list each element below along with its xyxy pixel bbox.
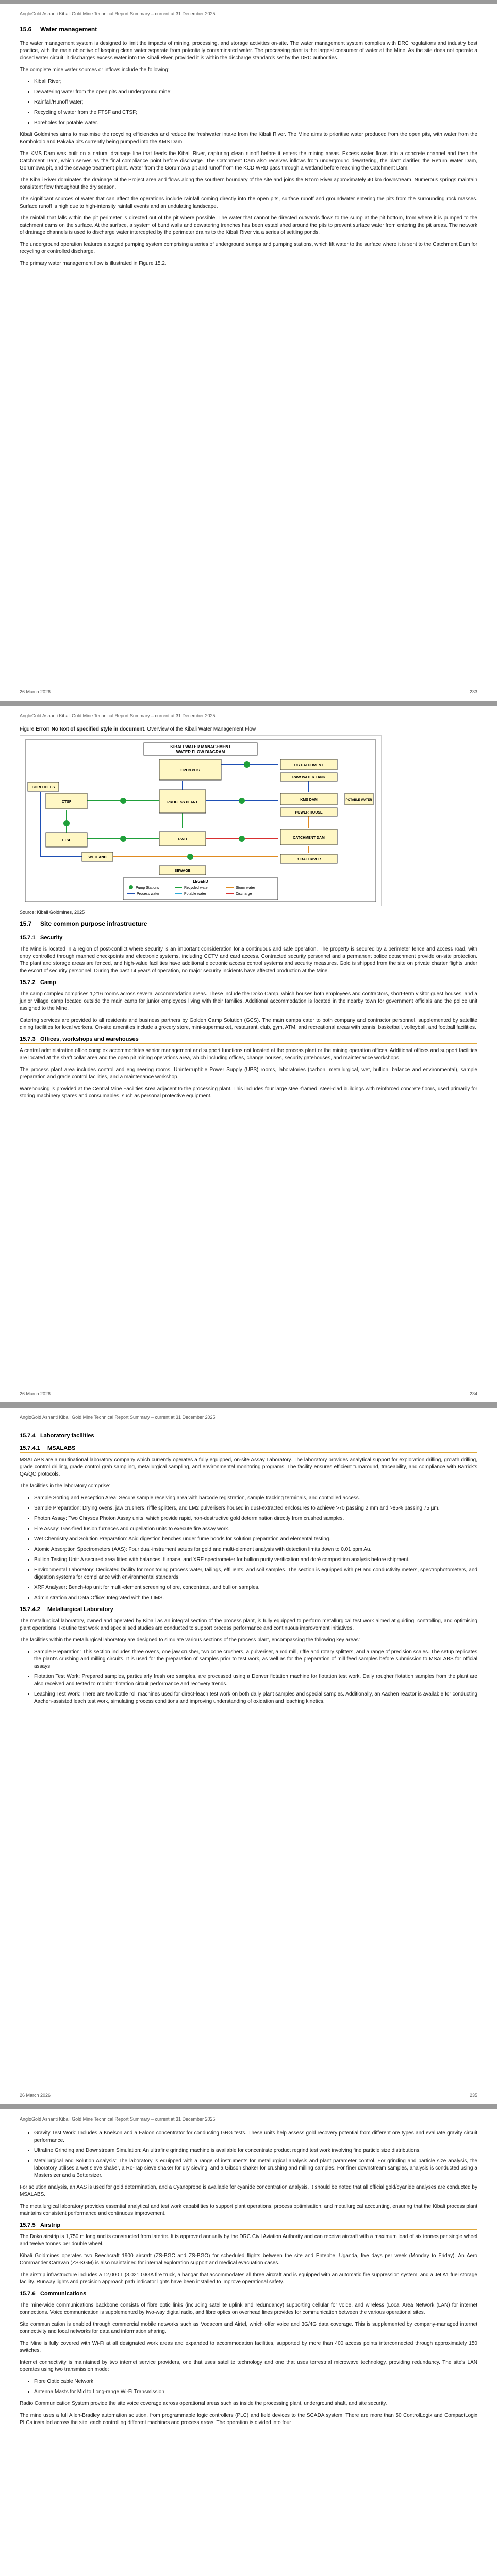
box-open-pits: OPEN PITS — [180, 769, 200, 772]
water-flow-diagram — [20, 735, 382, 906]
page-footer: 26 March 2026 233 — [20, 689, 477, 694]
paragraph: The significant sources of water that can affect the operations include rainfall coming directly into the open pits, surface runoff and groundwater entering the pits from the surrounding rock masses. Surface runoff is high due to high-intensity rainfall events and an undulating landscape. — [20, 196, 477, 209]
paragraph: For solution analysis, an AAS is used for gold determination, and a Cyanoprobe is available for cyanide concentration analysis. It should be noted that all official gold/cyanide analyses are conducted by MSALABS. — [20, 2184, 477, 2197]
paragraph: The Doko airstrip is 1,750 m long and is constructed from laterite. It is approved annually by the DRC Civil Aviation Authority and can receive aircraft with a maximum load of six tonnes per single wheel and twelve tonnes per double wheel. — [20, 2234, 477, 2247]
pump-station — [120, 798, 126, 804]
paragraph: The metallurgical laboratory, owned and operated by Kibali as an integral section of the process plant, is fully equipped to perform metallurgical test work aimed at guiding, controlling, and optimising plant operations. Routine test work and specialised studies are conducted to support process performance and continuous improvement initiatives. — [20, 1618, 477, 1631]
list-item: • Administration and Data Office: Integrated with the LIMS. — [34, 1595, 477, 1602]
paragraph: The complete mine water sources or inflows include the following: — [20, 67, 170, 73]
box-process-plant: PROCESS PLANT — [167, 801, 198, 804]
page-header: AngloGold Ashanti Kibali Gold Mine Technical Report Summary – current at 31 December 2025 — [20, 11, 216, 16]
section-15-7-1-heading: 15.7.1 Security — [20, 935, 477, 942]
page-234 — [0, 706, 497, 1402]
page-number: 235 — [469, 2093, 477, 2098]
box-ctsf: CTSF — [61, 800, 72, 804]
paragraph: The underground operation features a staged pumping system comprising a series of underground sumps and pumping stations, which lift water to the surface where it is sent to the Catchment Dam for recycling or controlled discharge. — [20, 242, 477, 255]
list-item: • Gravity Test Work: Includes a Knelson and a Falcon concentrator for conducting GRG tests. These units help assess gold recovery potential from different ore types and evaluate gravity circuit performance. — [34, 2130, 477, 2144]
section-15-7-4-1-heading: 15.7.4.1 MSALABS — [20, 1445, 477, 1453]
paragraph: Catering services are provided to all residents and business partners by Golden Camp Solution (GCS). The main camps cater to both company and contractor personnel, supplemented by satellite dining facilities for local workers. On-site amenities include a grocery store, mini-supermarket, restaurant, club, gym, ATM, and recreational areas with tennis, basketball, volleyball, and football facilities. — [20, 1018, 477, 1030]
list-item: • XRF Analyser: Bench-top unit for multi-element screening of ore, concentrate, and bullion samples. — [34, 1584, 477, 1591]
page-number: 234 — [469, 1391, 477, 1396]
list-item: • Bullion Testing Unit: A secured area fitted with balances, furnace, and XRF spectrometer for bullion purity verification and doré composition analysis before shipment. — [34, 1556, 477, 1564]
list-item: • Wet Chemistry and Solution Preparation: Acid digestion benches under fume hoods for solution preparation and elemental testing. — [34, 1536, 477, 1543]
diagram-title-2: WATER FLOW DIAGRAM — [176, 750, 225, 754]
laboratory-facilities-list — [20, 1495, 477, 1602]
box-rwd: RWD — [178, 838, 187, 841]
paragraph: Kibali Goldmines aims to maximise the recycling efficiencies and reduce the freshwater intake from the Kibali River. The Mine aims to prioritise water produced from the open pits, with water from the Kombokolo and Pakaka pits currently being pumped into the KMS Dam. — [20, 132, 477, 145]
paragraph: The Mine is located in a region of post-conflict where security is an important consideration for a continuous and safe operation. The property is secured by a perimeter fence and access road, with entry controlled through manned checkpoints and electronic systems, including CCTV and card access. Contracted security personnel and a permanent police detachment provide on-site protection. The plant and storage areas are fenced, and high-value facilities have additional electronic access control systems and security measures. Gold is shipped from the site on private charter flights under the escort of security personnel. During the past 14 years of operation, no major security incidents have affected production at the Mine. — [20, 946, 477, 974]
figure-source: Source: Kibali Goldmines, 2025 — [20, 910, 85, 915]
section-15-6-heading: 15.6 Water management — [20, 26, 477, 35]
pump-station — [63, 820, 70, 826]
paragraph: MSALABS are a multinational laboratory company which currently operates a fully equipped, on-site Assay Laboratory. The laboratory provides analytical support for exploration drilling, growth drilling, grade control drilling, grade control grab sampling, metallurgical sampling, and environmental monitoring programs. The facility ensures efficient turnaround, traceability, and compliance with Barrick's QA/QC protocols. — [20, 1457, 477, 1477]
paragraph: Warehousing is provided at the Central Mine Facilities Area adjacent to the processing plant. This includes four large steel-framed, steel-clad buildings with reinforced concrete floors, used primarily for storing machinery spares and consumables, such as personal protective equipment. — [20, 1086, 477, 1099]
list-item: • Leaching Test Work: There are two bottle roll machines used for direct-leach test work on both daily plant samples and special samples. Additionally, an Aachen reactor is available for conducting Aachen-assisted leach test work, simulating process conditions and improving understanding of oxidation and leaching kinetics. — [34, 1691, 477, 1705]
list-item: • Recycling of water from the FTSF and CTSF; — [34, 109, 477, 116]
list-item: • Kibali River; — [34, 78, 477, 86]
paragraph: The camp complex comprises 1,216 rooms across several accommodation areas. These include the Doko Camp, which houses both employees and contractors, short-term visitor guest houses, and a junior village camp located outside the main camp for junior employees living with their families. Additional accommodation is located in the nearby town for government officials and the police unit assigned to the Mine. — [20, 991, 477, 1011]
box-kibali-river: KIBALI RIVER — [296, 858, 321, 861]
pump-station — [239, 798, 245, 804]
page-number: 233 — [469, 689, 477, 694]
box-catchment-dam: CATCHMENT DAM — [293, 836, 325, 840]
page-footer: 26 March 2026 235 — [20, 2093, 477, 2098]
list-item: • Photon Assay: Two Chrysos Photon Assay units, which provide rapid, non-destructive gold determination directly from crushed samples. — [34, 1515, 477, 1522]
paragraph: The process plant area includes control and engineering rooms, Uninterruptible Power Supply (UPS) rooms, laboratories (carbon, metallurgical, wet, bullion, balance and environmental), sample preparation and grade control facilities, and a maintenance workshop. — [20, 1067, 477, 1080]
page-235 — [0, 1408, 497, 2104]
box-kms-dam: KMS DAM — [300, 798, 318, 802]
legend-item: Potable water — [184, 892, 206, 896]
list-item: • Fire Assay: Gas-fired fusion furnaces and cupellation units to execute fire assay work. — [34, 1526, 477, 1533]
paragraph: The metallurgical laboratory provides essential analytical and test work capabilities to support plant operations, process optimisation, and metallurgical accounting, ensuring that the Kibali process plant maintains consistent performance and continuous improvement. — [20, 2204, 477, 2216]
list-item: • Metallurgical and Solution Analysis: The laboratory is equipped with a range of instruments for metallurgical analysis and plant parameter control. For grinding and particle size analysis, the laboratory utilises a wet sieve shaker, a Ro-Tap sieve shaker for dry sieving, and a Gibson shaker for crushing and milling samples. For finer downstream samples, analysis is conducted using a Mastersizer and a Bettersizer. — [34, 2158, 477, 2179]
lan-modes-list — [20, 2378, 477, 2396]
section-15-7-6-heading: 15.7.6 Communications — [20, 2291, 477, 2298]
page-header: AngloGold Ashanti Kibali Gold Mine Technical Report Summary – current at 31 December 2025 — [20, 1415, 216, 1420]
pump-station — [239, 836, 245, 842]
list-item: • Sample Sorting and Reception Area: Secure sample receiving area with barcode registration, sample tracking terminals, and controlled access. — [34, 1495, 477, 1502]
box-raw-water: RAW WATER TANK — [292, 776, 325, 779]
paragraph: Site communication is enabled through commercial mobile networks such as Vodacom and Airtel, which offer voice and 3G/4G data coverage. This is supplemented by company-managed internet connectivity and local networks for data and information sharing. — [20, 2321, 477, 2334]
list-item: • Sample Preparation: This section includes three ovens, one jaw crusher, two cone crushers, a pulveriser, a rod mill, riffle and rotary splitters, and a range of precision scales. The setup replicates the plant's crushing and milling circuits. It is used for the preparation of samples prior to test work, as well as for the preparation of mill feed samples before submission to MSALABS for official assays. — [34, 1649, 477, 1670]
paragraph: The Mine is fully covered with Wi-Fi at all designated work areas and expanded to accommodation facilities, supported by more than 400 access points interconnected through approximately 150 switches. — [20, 2341, 477, 2353]
pump-station — [187, 854, 193, 860]
page-header: AngloGold Ashanti Kibali Gold Mine Technical Report Summary – current at 31 December 2025 — [20, 713, 216, 718]
paragraph: The rainfall that falls within the pit perimeter is directed out of the pit where possible. The water that cannot be directed outwards flows to the sump at the pit bottom, from where it is pumped to the catchment dams on the surface. At the surface, a system of bund walls and dewatering trenches has been established around the pits to prevent surface water from entering the pit areas. The network of drainage channels is used to discharge water intercepted by the perimeter drains to the Kibali River via a series of settling ponds. — [20, 215, 477, 235]
list-item: • Environmental Laboratory: Dedicated facility for monitoring process water, tailings, effluents, and soil samples. The section is equipped with pH and conductivity meters, spectrophotometers, and digestion systems for compliance with environmental standards. — [34, 1567, 477, 1581]
list-item: • Ultrafine Grinding and Downstream Simulation: An ultrafine grinding machine is available for concentrate product regrind test work involving fine particle size distributions. — [34, 2147, 477, 2155]
list-item: • Antenna Masts for Mid to Long-range Wi-Fi Transmission — [34, 2388, 477, 2396]
list-item: • Boreholes for potable water. — [34, 120, 477, 127]
section-15-7-4-heading: 15.7.4 Laboratory facilities — [20, 1433, 477, 1440]
legend-item: Recycled water — [184, 886, 209, 890]
legend-item: Pump Stations — [136, 886, 159, 890]
legend-item: Process water — [137, 892, 160, 896]
box-ftsf: FTSF — [62, 839, 71, 842]
pump-station — [244, 761, 250, 768]
box-wetland: WETLAND — [88, 856, 107, 859]
section-15-7-4-2-heading: 15.7.4.2 Metallurgical Laboratory — [20, 1606, 477, 1614]
list-item: • Sample Preparation: Drying ovens, jaw crushers, riffle splitters, and LM2 pulverisers housed in dust-extracted enclosures to achieve >70 passing 2 mm and >85% passing 75 µm. — [34, 1505, 477, 1512]
paragraph: The mine-wide communications backbone consists of fibre optic links (including satellite uplink and redundancy) supporting cellular for voice, and wireless (Local Area Network (LAN) for internet connections. Voice communication is supplemented by two-way digital radio, and fibre optics on overhead lines provides for communication between the various operational sites. — [20, 2302, 477, 2315]
paragraph: The airstrip infrastructure includes a 12,000 L (3,021 GIGA fire truck, a hangar that accommodates all three aircraft and is equipped with an automatic fire suppression system, and a Jet A1 fuel storage facility. Runway lights and precision approach path indicator lights have been installed to improve operational safety. — [20, 2272, 477, 2285]
water-sources-list — [20, 78, 477, 127]
section-15-7-heading: 15.7 Site common purpose infrastructure — [20, 920, 477, 929]
section-15-7-2-heading: 15.7.2 Camp — [20, 979, 477, 987]
legend-item: Storm water — [236, 886, 255, 890]
pump-station — [120, 836, 126, 842]
paragraph: The KMS Dam was built on a natural drainage line that feeds the Kibali River, capturing clean runoff before it enters the mining areas. Excess water flows into a concrete channel and then the Catchment Dam, which serves as the final compliance point before discharge. The Catchment Dam also receives inflows from underground dewatering, the plant clarifier, the Return Water Dam, Gorumbwa pit, and the sewage treatment plant. Water from the Gorumbwa pit and runoff from the KCD WRD pass through a wetland before reaching the Catchment Dam. — [20, 151, 477, 171]
paragraph: The mine uses a full Allen-Bradley automation solution, from programmable logic controllers (PLC) and field devices to the SCADA system. There are more than 50 ControlLogix and CompactLogix PLCs installed across the site, each controlling different machines and process areas. The operation is divided into four — [20, 2413, 477, 2426]
box-power-house: POWER HOUSE — [295, 811, 323, 815]
list-item: • Flotation Test Work: Prepared samples, particularly fresh ore samples, are processed using a Denver flotation machine for flotation test work. Daily rougher flotation samples from the plant are also received and tested to monitor flotation circuit performance and recovery trends. — [34, 1673, 477, 1688]
section-15-7-5-heading: 15.7.5 Airstrip — [20, 2222, 477, 2230]
list-item: • Atomic Absorption Spectrometers (AAS): Four dual-instrument setups for gold and multi-element analysis with detection limits down to 0.01 ppm Au. — [34, 1546, 477, 1553]
paragraph: The Kibali River dominates the drainage of the Project area and flows along the southern boundary of the site and joins the Nzoro River approximately 40 km downstream. Numerous springs maintain consistent flow throughout the dry season. — [20, 177, 477, 190]
box-ug-catchment: UG CATCHMENT — [294, 764, 324, 767]
paragraph: The facilities in the laboratory comprise: — [20, 1483, 111, 1489]
box-boreholes: BOREHOLES — [31, 786, 55, 789]
paragraph: The facilities within the metallurgical laboratory are designed to simulate various sections of the process plant, encompassing the following key areas: — [20, 1637, 360, 1643]
page-233 — [0, 4, 497, 701]
section-15-7-3-heading: 15.7.3 Offices, workshops and warehouses — [20, 1036, 477, 1044]
diagram-title-1: KIBALI WATER MANAGEMENT — [170, 744, 231, 749]
list-item: • Fibre Optic cable Network — [34, 2378, 477, 2385]
legend-title: LEGEND — [193, 880, 208, 884]
list-item: • Rainfall/Runoff water; — [34, 99, 477, 106]
page-footer: 26 March 2026 234 — [20, 1391, 477, 1396]
paragraph: The water management system is designed to limit the impacts of mining, processing, and storage activities on-site. The water management system complies with DRC regulations and industry best practice, with the main objective of keeping clean water separate from potentially contaminated water. The processing plant is the largest consumer of water at the Mine. As the site does not operate a closed water circuit, it discharges excess water into the Kibali River, provided it is within the discharge standards set by the DRC authorities. — [20, 41, 477, 61]
paragraph: Kibali Goldmines operates two Beechcraft 1900 aircraft (ZS-BGC and ZS-BGO) for scheduled flights between the site and Entebbe, Uganda, five days per week (Monday to Friday). An Aero Commander Caravan (ZS-KGM) is also maintained for internal exploration support and medical evacuation cases. — [20, 2253, 477, 2266]
figure-caption: Figure Error! No text of specified style in document. Overview of the Kibali Water Management Flow — [20, 726, 256, 732]
list-item: • Dewatering water from the open pits and underground mine; — [34, 89, 477, 96]
paragraph: A central administration office complex accommodates senior management and support functions not located at the process plant or the mining operation offices. Additional offices and support facilities are located at the shaft collar area and the open pit mining operations area, which including offices, change houses, security gatehouses, and maintenance workshops. — [20, 1048, 477, 1061]
page-236 — [0, 2109, 497, 2576]
metallurgical-areas-list-continued — [20, 2130, 477, 2179]
paragraph: Internet connectivity is maintained by two internet service providers, one that uses satellite technology and one that uses terrestrial microwave technology, providing redundancy. The site's LAN operates using two transmission mode: — [20, 2360, 477, 2372]
box-potable: POTABLE WATER — [345, 799, 372, 802]
page-header: AngloGold Ashanti Kibali Gold Mine Technical Report Summary – current at 31 December 2025 — [20, 2116, 216, 2122]
paragraph: The primary water management flow is illustrated in Figure 15.2. — [20, 261, 167, 266]
box-sewage: SEWAGE — [174, 869, 191, 873]
legend-item: Discharge — [236, 892, 252, 896]
paragraph: Radio Communication System provide the site voice coverage across operational areas such as inside the processing plant, underground shaft, and site security. — [20, 2401, 387, 2406]
metallurgical-areas-list — [20, 1649, 477, 1705]
